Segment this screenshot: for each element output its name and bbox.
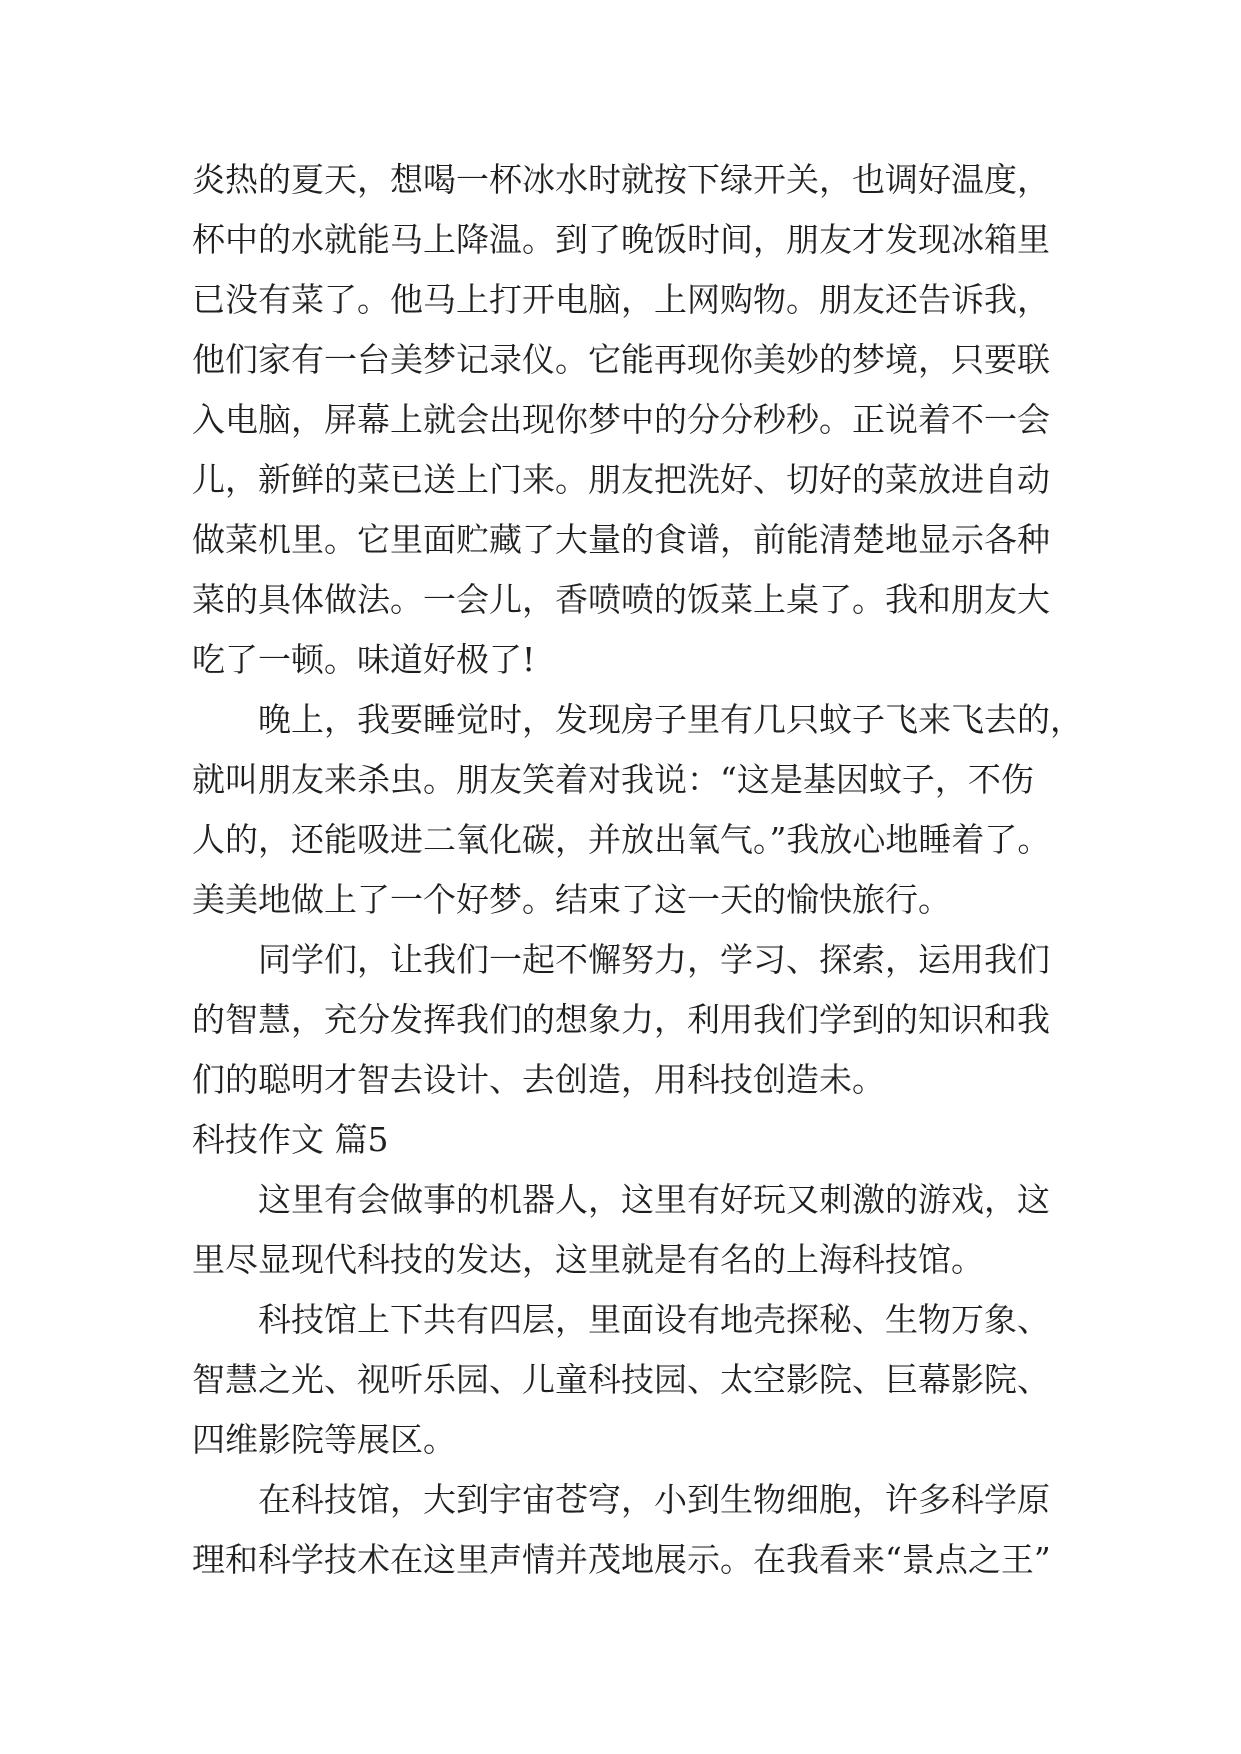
paragraph xyxy=(192,150,1072,690)
document-body xyxy=(192,150,1083,1590)
text-line: 里尽显现代科技的发达，这里就是有名的上海科技馆。 xyxy=(192,1240,984,1279)
paragraph xyxy=(192,1170,1072,1290)
section-heading: 科技作文 篇5 xyxy=(192,1120,389,1159)
text-line: 菜的具体做法。一会儿，香喷喷的饭菜上桌了。我和朋友大 xyxy=(192,580,1050,619)
text-line: 科技馆上下共有四层，里面设有地壳探秘、生物万象、 xyxy=(258,1300,1050,1339)
text-line: 人的，还能吸进二氧化碳，并放出氧气。”我放心地睡着了。 xyxy=(192,820,1051,859)
text-line: 入电脑，屏幕上就会出现你梦中的分分秒秒。正说着不一会 xyxy=(192,400,1050,439)
text-line: 智慧之光、视听乐园、儿童科技园、太空影院、巨幕影院、 xyxy=(192,1360,1050,1399)
text-line: 已没有菜了。他马上打开电脑，上网购物。朋友还告诉我， xyxy=(192,280,1050,319)
text-line: 炎热的夏天，想喝一杯冰水时就按下绿开关，也调好温度， xyxy=(192,160,1050,199)
text-line: 他们家有一台美梦记录仪。它能再现你美妙的梦境，只要联 xyxy=(192,340,1050,379)
text-line: 美美地做上了一个好梦。结束了这一天的愉快旅行。 xyxy=(192,880,951,919)
text-line: 四维影院等展区。 xyxy=(192,1420,456,1459)
text-line: 在科技馆，大到宇宙苍穹，小到生物细胞，许多科学原 xyxy=(258,1480,1050,1519)
paragraph xyxy=(192,1470,1072,1590)
paragraph xyxy=(192,930,1072,1110)
text-line: 吃了一顿。味道好极了! xyxy=(192,640,536,679)
paragraph xyxy=(192,1290,1072,1470)
text-line: 晚上，我要睡觉时，发现房子里有几只蚊子飞来飞去的， xyxy=(258,700,1083,739)
paragraph xyxy=(192,690,1083,930)
text-line: 就叫朋友来杀虫。朋友笑着对我说：“这是基因蚊子，不伤 xyxy=(192,760,1034,799)
text-line: 同学们，让我们一起不懈努力，学习、探索，运用我们 xyxy=(258,940,1050,979)
text-line: 的智慧，充分发挥我们的想象力，利用我们学到的知识和我 xyxy=(192,1000,1050,1039)
text-line: 儿，新鲜的菜已送上门来。朋友把洗好、切好的菜放进自动 xyxy=(192,460,1050,499)
text-line: 理和科学技术在这里声情并茂地展示。在我看来“景点之王” xyxy=(192,1540,1051,1579)
text-line: 这里有会做事的机器人，这里有好玩又刺激的游戏，这 xyxy=(258,1180,1050,1219)
text-line: 杯中的水就能马上降温。到了晚饭时间，朋友才发现冰箱里 xyxy=(192,220,1050,259)
text-line: 们的聪明才智去设计、去创造，用科技创造未。 xyxy=(192,1060,885,1099)
text-line: 做菜机里。它里面贮藏了大量的食谱，前能清楚地显示各种 xyxy=(192,520,1050,559)
